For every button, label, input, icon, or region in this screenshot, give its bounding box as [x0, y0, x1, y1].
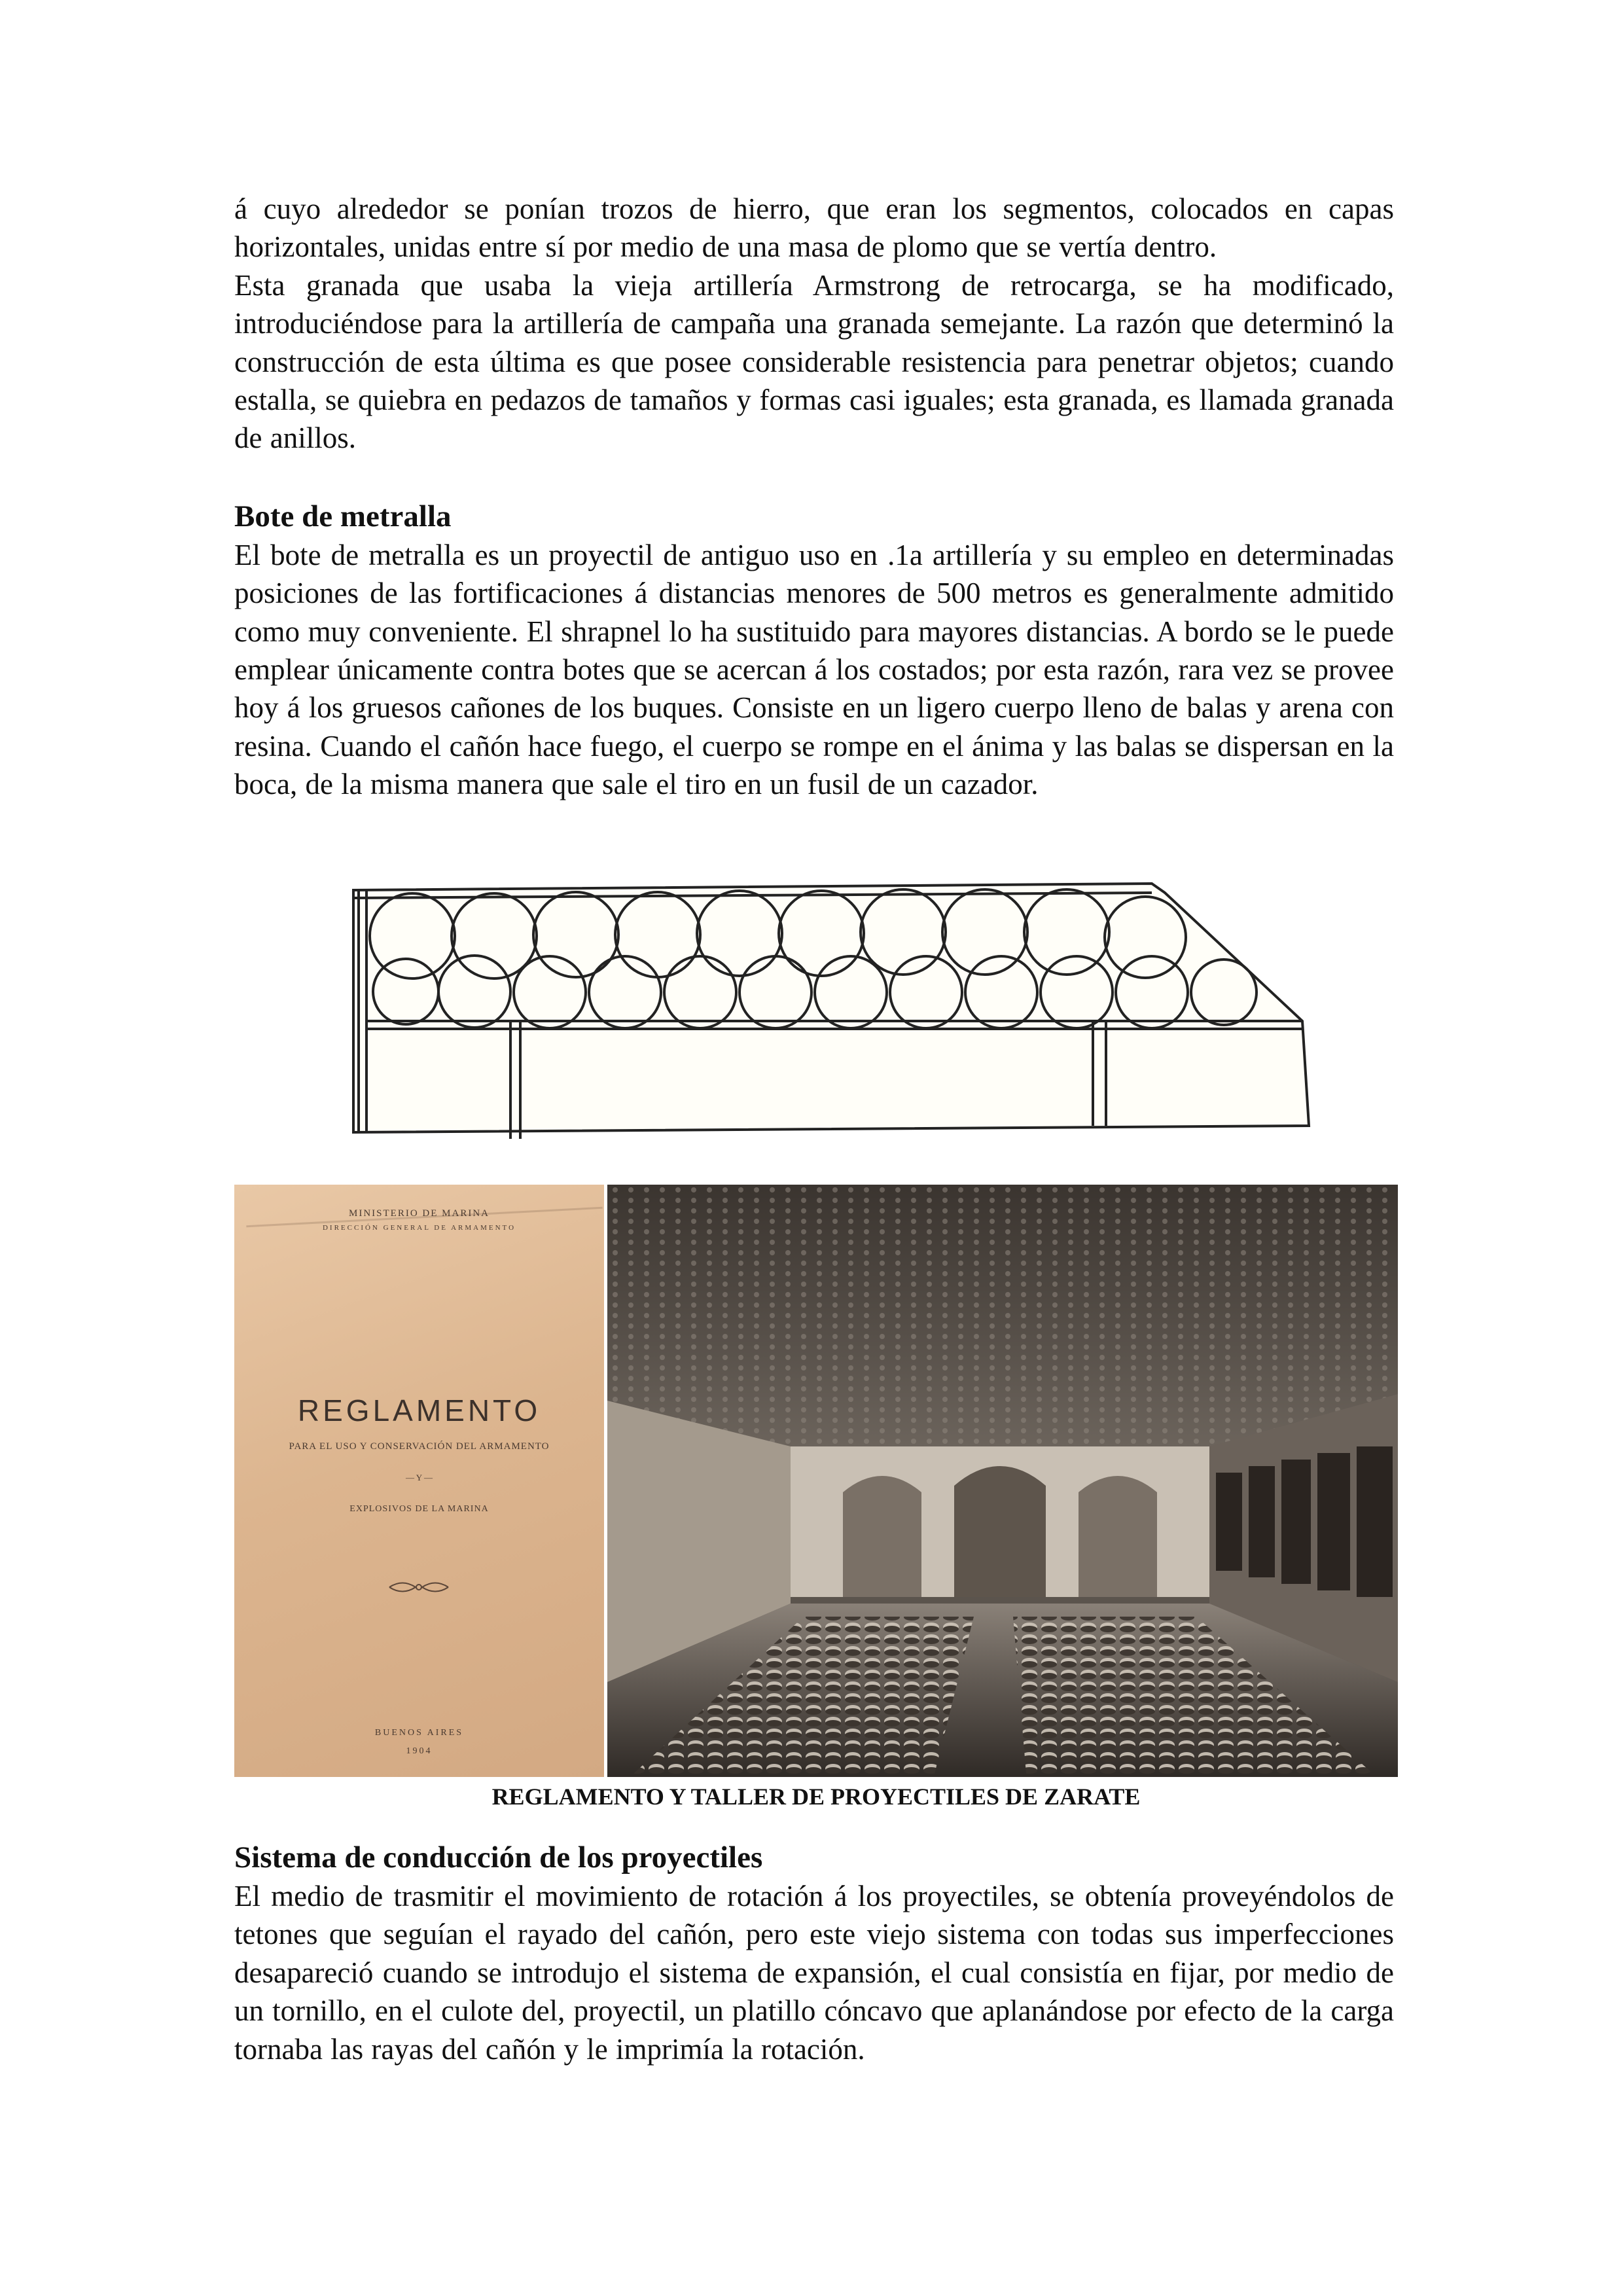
heading-bote-de-metralla: Bote de metralla	[234, 499, 452, 533]
section-sistema	[234, 1838, 1394, 2068]
paragraph-bote-de-metralla: El bote de metralla es un proyectil de antiguo uso en .1a artillería y su empleo en determinadas posiciones de las fortificaciones á distancias menores de 500 metros es generalmente admitido como muy conveniente. El shrapnel lo ha sustituido para mayores distancias. A bordo se le puede emplear únicamente contra botes que se acercan á los costados; por esta razón, rara vez se provee hoy á los gruesos cañones de los buques. Consiste en un ligero cuerpo lleno de balas y arena con resina. Cuando el cañón hace fuego, el cuerpo se rompe en el ánima y las balas se dispersan en la boca, de la misma manera que sale el tiro en un fusil de un cazador.	[234, 538, 1394, 801]
cover-ornament-icon	[386, 1577, 452, 1597]
figure-row	[234, 1185, 1398, 1777]
top-text-block	[234, 190, 1394, 804]
cover-subtitle-2: EXPLOSIVOS DE LA MARINA	[349, 1504, 489, 1514]
heading-sistema-de-conduccion: Sistema de conducción de los proyectiles	[234, 1840, 763, 1874]
cover-direction: DIRECCIÓN GENERAL DE ARMAMENTO	[322, 1224, 516, 1232]
cover-subtitle: PARA EL USO Y CONSERVACIÓN DEL ARMAMENTO	[289, 1441, 550, 1452]
reglamento-cover-image	[234, 1185, 604, 1777]
paragraph-armstrong: Esta granada que usaba la vieja artillería Armstrong de retrocarga, se ha modificado, introduciéndose para la artillería de campaña una granada semejante. La razón que determinó la construcción de esta última es que posee considerable resistencia para penetrar objetos; cuando estalla, se quiebra en pedazos de tamaños y formas casi iguales; esta granada, es llamada granada de anillos.	[234, 268, 1394, 455]
paragraph-sistema-de-conduccion: El medio de trasmitir el movimiento de rotación á los proyectiles, se obtenía proveyéndolos de tetones que seguían el rayado del cañón, pero este viejo sistema con todas sus imperfecciones desapareció cuando se introdujo el sistema de expansión, el cual consistía en fijar, por medio de un tornillo, en el culote del, proyectil, un platillo cóncavo que aplanándose por efecto de la carga tornaba las rayas del cañón y le imprimía la rotación.	[234, 1880, 1394, 2066]
cover-ministry: MINISTERIO DE MARINA	[349, 1208, 490, 1219]
paragraph-segments: á cuyo alrededor se ponían trozos de hierro, que eran los segmentos, colocados en capas horizontales, unidas entre sí por medio de una masa de plomo que se vertía dentro.	[234, 192, 1394, 264]
workshop-photo-image	[607, 1185, 1398, 1777]
cover-year: 1904	[406, 1746, 433, 1756]
figure-caption: REGLAMENTO Y TALLER DE PROYECTILES DE ZARATE	[491, 1784, 1141, 1810]
canister-shot-diagram	[340, 864, 1348, 1152]
cover-city: BUENOS AIRES	[374, 1728, 464, 1738]
cover-title: REGLAMENTO	[297, 1393, 541, 1427]
cover-conjunction: — Y —	[406, 1473, 433, 1482]
